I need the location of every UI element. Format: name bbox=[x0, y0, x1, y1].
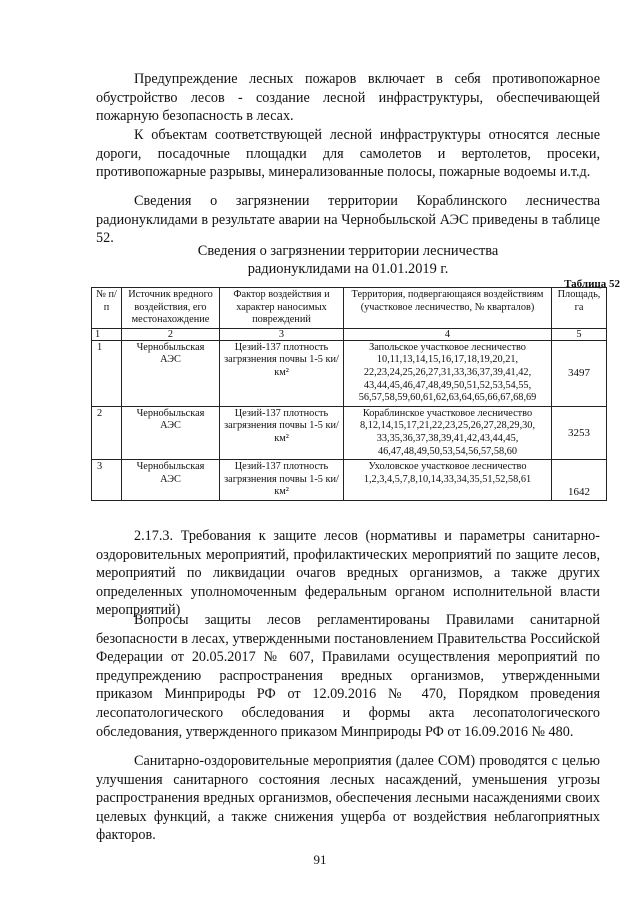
row-area: 3497 bbox=[552, 340, 607, 406]
paragraph-protection-requirements: 2.17.3. Требования к защите лесов (нормативы и параметры санитарно-оздоровительных мероприятий, профилактических мероприятий по защите лесов, мероприятий по ликвидации очагов вредных организмов, а также других определенных уполномоченным федеральным органом исполнительной власти мероприятий) bbox=[96, 528, 600, 619]
table-title-line1: Сведения о загрязнении территории лесничества bbox=[197, 243, 499, 259]
row-number: 3 bbox=[92, 460, 122, 501]
table-title-line2: радионуклидами на 01.01.2019 г. bbox=[247, 261, 449, 277]
row-factor: Цезий-137 плотность загрязнения почвы 1-5 ки/км² bbox=[220, 340, 344, 406]
table-row bbox=[92, 406, 607, 459]
header-source: Источник вредного воздействия, его местонахождение bbox=[122, 288, 220, 329]
row-factor: Цезий-137 плотность загрязнения почвы 1-5 ки/км² bbox=[220, 460, 344, 501]
paragraph-fire-prevention: Предупреждение лесных пожаров включает в себя противопожарное обустройство лесов - создание лесной инфраструктуры, обеспечивающей пожарную безопасность в лесах. bbox=[96, 71, 600, 125]
col-number-2: 2 bbox=[122, 328, 220, 340]
header-number: № п/п bbox=[92, 288, 122, 329]
header-factor: Фактор воздействия и характер наносимых повреждений bbox=[220, 288, 344, 329]
row-area: 1642 bbox=[552, 460, 607, 501]
table-column-numbers-row bbox=[92, 328, 607, 340]
header-territory: Территория, подвергающаяся воздействиям (участковое лесничество, № кварталов) bbox=[344, 288, 552, 329]
row-territory: Кораблинское участковое лесничество 8,12,14,15,17,21,22,23,25,26,27,28,29,30, 33,35,36,37,38,39,41,42,43,44,45, 46,47,48,49,50,53,54,56,57,58,60 bbox=[344, 406, 552, 459]
col-number-4: 4 bbox=[344, 328, 552, 340]
table-label: Таблица 52 bbox=[564, 278, 620, 290]
paragraph-infrastructure: К объектам соответствующей лесной инфраструктуры относятся лесные дороги, посадочные площадки для самолетов и вертолетов, просеки, противопожарные разрывы, минерализованные полосы, пожарные водоемы и.т.д. bbox=[96, 127, 600, 181]
header-area: Площадь, га bbox=[552, 288, 607, 329]
row-area: 3253 bbox=[552, 406, 607, 459]
page-number: 91 bbox=[313, 852, 327, 867]
paragraph-som: Санитарно-оздоровительные мероприятия (далее СОМ) проводятся с целью улучшения санитарного состояния лесных насаждений, уменьшения угрозы распространения вредных организмов, обеспечения лесными насаждениями своих целевых функций, а также снижения ущерба от воздействия неблагоприятных факторов. bbox=[96, 753, 600, 844]
row-source: Чернобыльская АЭС bbox=[122, 340, 220, 406]
table-row bbox=[92, 340, 607, 406]
col-number-1: 1 bbox=[92, 328, 122, 340]
row-number: 2 bbox=[92, 406, 122, 459]
paragraph-contamination-intro: Сведения о загрязнении территории Кораблинского лесничества радионуклидами в результате аварии на Чернобыльской АЭС приведены в таблице 52. bbox=[96, 193, 600, 247]
col-number-3: 3 bbox=[220, 328, 344, 340]
contamination-table bbox=[91, 287, 607, 501]
row-factor: Цезий-137 плотность загрязнения почвы 1-5 ки/км² bbox=[220, 406, 344, 459]
paragraph-regulations: Вопросы защиты лесов регламентированы Правилами санитарной безопасности в лесах, утвержденными постановлением Правительства Российской Федерации от 20.05.2017 № 607, Правилами осуществления мероприятий по предупреждению распространения вредных организмов, утвержденными приказом Минприроды РФ от 12.09.2016 № 470, Порядком проведения лесопатологического обследования и формы акта лесопатологического обследования, утвержденного приказом Минприроды РФ от 16.09.2016 № 480. bbox=[96, 612, 600, 740]
row-territory: Запольское участковое лесничество 10,11,13,14,15,16,17,18,19,20,21, 22,23,24,25,26,27,31,33,36,37,39,41,42, 43,44,45,46,47,48,49,50,51,52,53,54,55, 56,57,58,59,60,61,62,63,64,65,66,67,68,69 bbox=[344, 340, 552, 406]
row-number: 1 bbox=[92, 340, 122, 406]
table-row bbox=[92, 460, 607, 501]
col-number-5: 5 bbox=[552, 328, 607, 340]
row-source: Чернобыльская АЭС bbox=[122, 460, 220, 501]
table-header-row bbox=[92, 288, 607, 329]
row-territory: Ухоловское участковое лесничество 1,2,3,4,5,7,8,10,14,33,34,35,51,52,58,61 bbox=[344, 460, 552, 501]
row-source: Чернобыльская АЭС bbox=[122, 406, 220, 459]
